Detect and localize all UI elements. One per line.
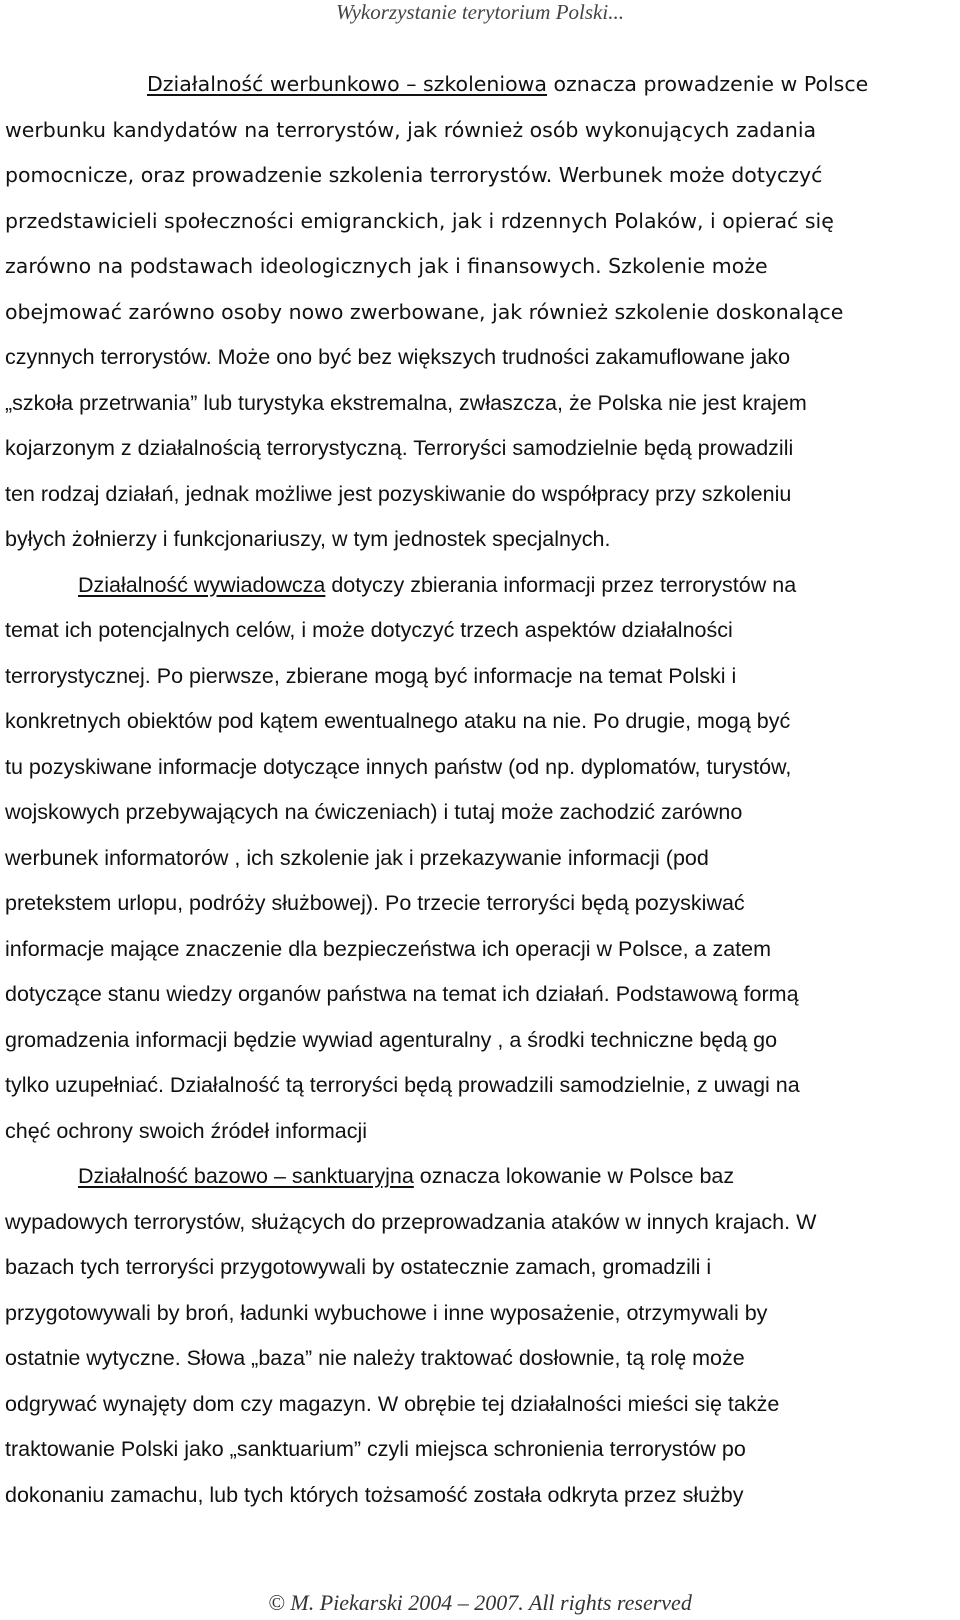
line: dotyczące stanu wiedzy organów państwa na temat ich działań. Podstawową formą — [5, 982, 799, 1006]
line: wojskowych przebywających na ćwiczeniach) i tutaj może zachodzić zarówno — [5, 800, 743, 824]
line: ten rodzaj działań, jednak możliwe jest pozyskiwanie do współpracy przy szkoleniu — [5, 481, 792, 506]
line: odgrywać wynajęty dom czy magazyn. W obrębie tej działalności mieści się także — [5, 1391, 780, 1416]
line: werbunku kandydatów na terrorystów, jak również osób wykonujących zadania — [5, 117, 817, 142]
line: traktowanie Polski jako „sanktuarium” czyli miejsca schronienia terrorystów po — [5, 1437, 746, 1461]
paragraph-base-sanctuary — [5, 1154, 935, 1518]
line: pomocnicze, oraz prowadzenie szkolenia terrorystów. Werbunek może dotyczyć — [5, 163, 823, 187]
line: temat ich potencjalnych celów, i może dotyczyć trzech aspektów działalności — [5, 618, 733, 642]
line: Działalność werbunkowo – szkoleniowa oznacza prowadzenie w Polsce — [147, 72, 869, 96]
line: zarówno na podstawach ideologicznych jak i finansowych. Szkolenie może — [5, 254, 768, 278]
line: przygotowywali by broń, ładunki wybuchowe i inne wyposażenie, otrzymywali by — [5, 1300, 768, 1325]
line: konkretnych obiektów pod kątem ewentualnego ataku na nie. Po drugie, mogą być — [5, 709, 791, 733]
running-header: Wykorzystanie terytorium Polski... — [336, 0, 624, 24]
term-base-sanctuary: Działalność bazowo – sanktuaryjna — [78, 1164, 414, 1188]
copyright-footer: © M. Piekarski 2004 – 2007. All rights reserved — [268, 1590, 692, 1615]
line: tylko uzupełniać. Działalność tą terroryści będą prowadzili samodzielnie, z uwagi na — [5, 1073, 800, 1097]
line: tu pozyskiwane informacje dotyczące innych państw (od np. dyplomatów, turystów, — [5, 754, 792, 779]
line: gromadzenia informacji będzie wywiad agenturalny , a środki techniczne będą go — [5, 1027, 778, 1052]
line: wypadowych terrorystów, służących do przeprowadzania ataków w innych krajach. W — [5, 1209, 817, 1234]
document-body — [5, 62, 935, 1518]
line: „szkoła przetrwania” lub turystyka ekstremalna, zwłaszcza, że Polska nie jest krajem — [5, 390, 807, 415]
line: obejmować zarówno osoby nowo zwerbowane, jak również szkolenie doskonalące — [5, 299, 844, 324]
line: terrorystycznej. Po pierwsze, zbierane mogą być informacje na temat Polski i — [5, 663, 737, 688]
paragraph-recruitment-training — [5, 62, 935, 563]
line: kojarzonym z działalnością terrorystyczną. Terroryści samodzielnie będą prowadzili — [5, 436, 794, 460]
term-intelligence: Działalność wywiadowcza — [78, 572, 326, 597]
line: byłych żołnierzy i funkcjonariuszy, w tym jednostek specjalnych. — [5, 527, 611, 551]
line: ostatnie wytyczne. Słowa „baza” nie należy traktować dosłownie, tą rolę może — [5, 1346, 745, 1370]
line: Działalność bazowo – sanktuaryjna oznacza lokowanie w Polsce baz — [78, 1164, 735, 1188]
line: bazach tych terroryści przygotowywali by ostatecznie zamach, gromadzili i — [5, 1255, 712, 1279]
line: werbunek informatorów , ich szkolenie jak i przekazywanie informacji (pod — [5, 845, 709, 870]
line: czynnych terrorystów. Może ono być bez większych trudności zakamuflowane jako — [5, 345, 791, 369]
line: pretekstem urlopu, podróży służbowej). Po trzecie terroryści będą pozyskiwać — [5, 891, 745, 915]
term-recruitment-training: Działalność werbunkowo – szkoleniowa — [147, 72, 547, 96]
line: informacje mające znaczenie dla bezpieczeństwa ich operacji w Polsce, a zatem — [5, 936, 772, 961]
line: dokonaniu zamachu, lub tych których tożsamość została odkryta przez służby — [5, 1482, 744, 1507]
line: przedstawicieli społeczności emigranckich, jak i rdzennych Polaków, i opierać się — [5, 208, 834, 233]
paragraph-intelligence — [5, 563, 935, 1155]
line: Działalność wywiadowcza dotyczy zbierania informacji przez terrorystów na — [78, 572, 797, 597]
line: chęć ochrony swoich źródeł informacji — [5, 1118, 368, 1143]
